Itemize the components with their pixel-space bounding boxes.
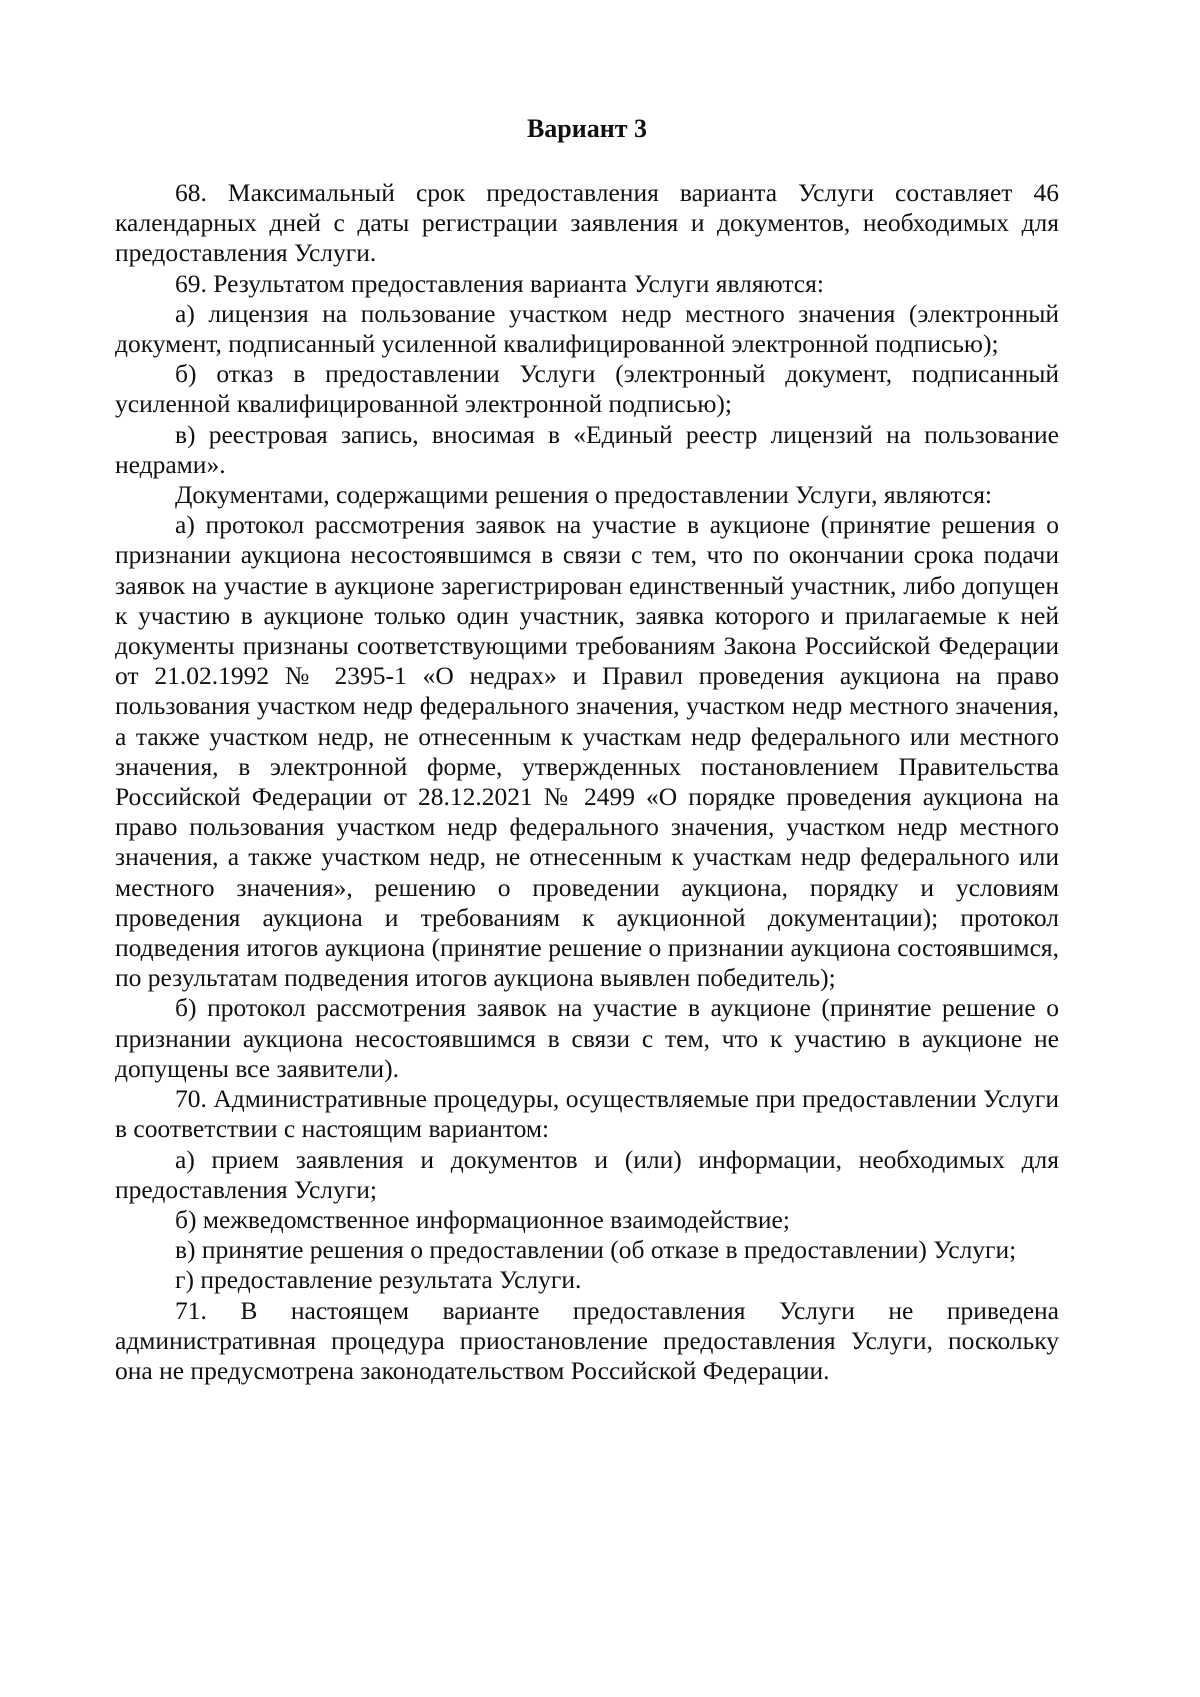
paragraph-decision-b: б) протокол рассмотрения заявок на участие в аукционе (принятие решение о признании аукциона несостоявшимся в связи с тем, что к участию в аукционе не допущены все заявители). — [115, 993, 1059, 1083]
paragraph-70-v: в) принятие решения о предоставлении (об отказе в предоставлении) Услуги; — [175, 1235, 1017, 1265]
paragraph-decision-a: а) протокол рассмотрения заявок на участие в аукционе (принятие решения о признании аукциона несостоявшимся в связи с тем, что по окончании срока подачи заявок на участие в аукционе зарегистрирован единственный участник, либо допущен к участию в аукционе только один участник, заявка которого и прилагаемые к ней документы признаны соответствующими требованиям Закона Российской Федерации от 21.02.1992 № 2395-1 «О недрах» и Правил проведения аукциона на право пользования участком недр федерального значения, участком недр местного значения, а также участком недр, не отнесенным к участкам недр федерального или местного значения, в электронной форме, утвержденных постановлением Правительства Российской Федерации от 28.12.2021 № 2499 «О порядке проведения аукциона на право пользования участком недр федерального значения, участком недр местного значения, а также участком недр, не отнесенным к участкам недр федерального или местного значения», решению о проведении аукциона, порядку и условиям проведения аукциона и требованиям к аукционной документации); протокол подведения итогов аукциона (принятие решение о признании аукциона состоявшимся, по результатам подведения итогов аукциона выявлен победитель); — [115, 510, 1059, 993]
paragraph-69-b: б) отказ в предоставлении Услуги (электронный документ, подписанный усиленной квалифицированной электронной подписью); — [115, 359, 1059, 419]
paragraph-70-g: г) предоставление результата Услуги. — [175, 1265, 582, 1295]
paragraph-71: 71. В настоящем варианте предоставления Услуги не приведена административная процедура приостановление предоставления Услуги, поскольку она не предусмотрена законодательством Российской Федерации. — [115, 1295, 1059, 1385]
document-title: Вариант 3 — [526, 114, 648, 143]
paragraph-70-a: а) прием заявления и документов и (или) информации, необходимых для предоставления Услуги; — [115, 1144, 1059, 1204]
paragraph-decision-documents: Документами, содержащими решения о предоставлении Услуги, являются: — [175, 480, 993, 510]
paragraph-69-v: в) реестровая запись, вносимая в «Единый реестр лицензий на пользование недрами». — [115, 419, 1059, 479]
document-page — [115, 112, 1059, 1386]
paragraph-70: 70. Административные процедуры, осуществляемые при предоставлении Услуги в соответствии с настоящим вариантом: — [115, 1084, 1059, 1144]
paragraph-69-a: а) лицензия на пользование участком недр местного значения (электронный документ, подписанный усиленной квалифицированной электронной подписью); — [115, 298, 1059, 359]
paragraph-70-b: б) межведомственное информационное взаимодействие; — [175, 1204, 790, 1234]
paragraph-68: 68. Максимальный срок предоставления варианта Услуги составляет 46 календарных дней с даты регистрации заявления и документов, необходимых для предоставления Услуги. — [115, 178, 1059, 268]
paragraph-69: 69. Результатом предоставления варианта Услуги являются: — [175, 268, 824, 298]
